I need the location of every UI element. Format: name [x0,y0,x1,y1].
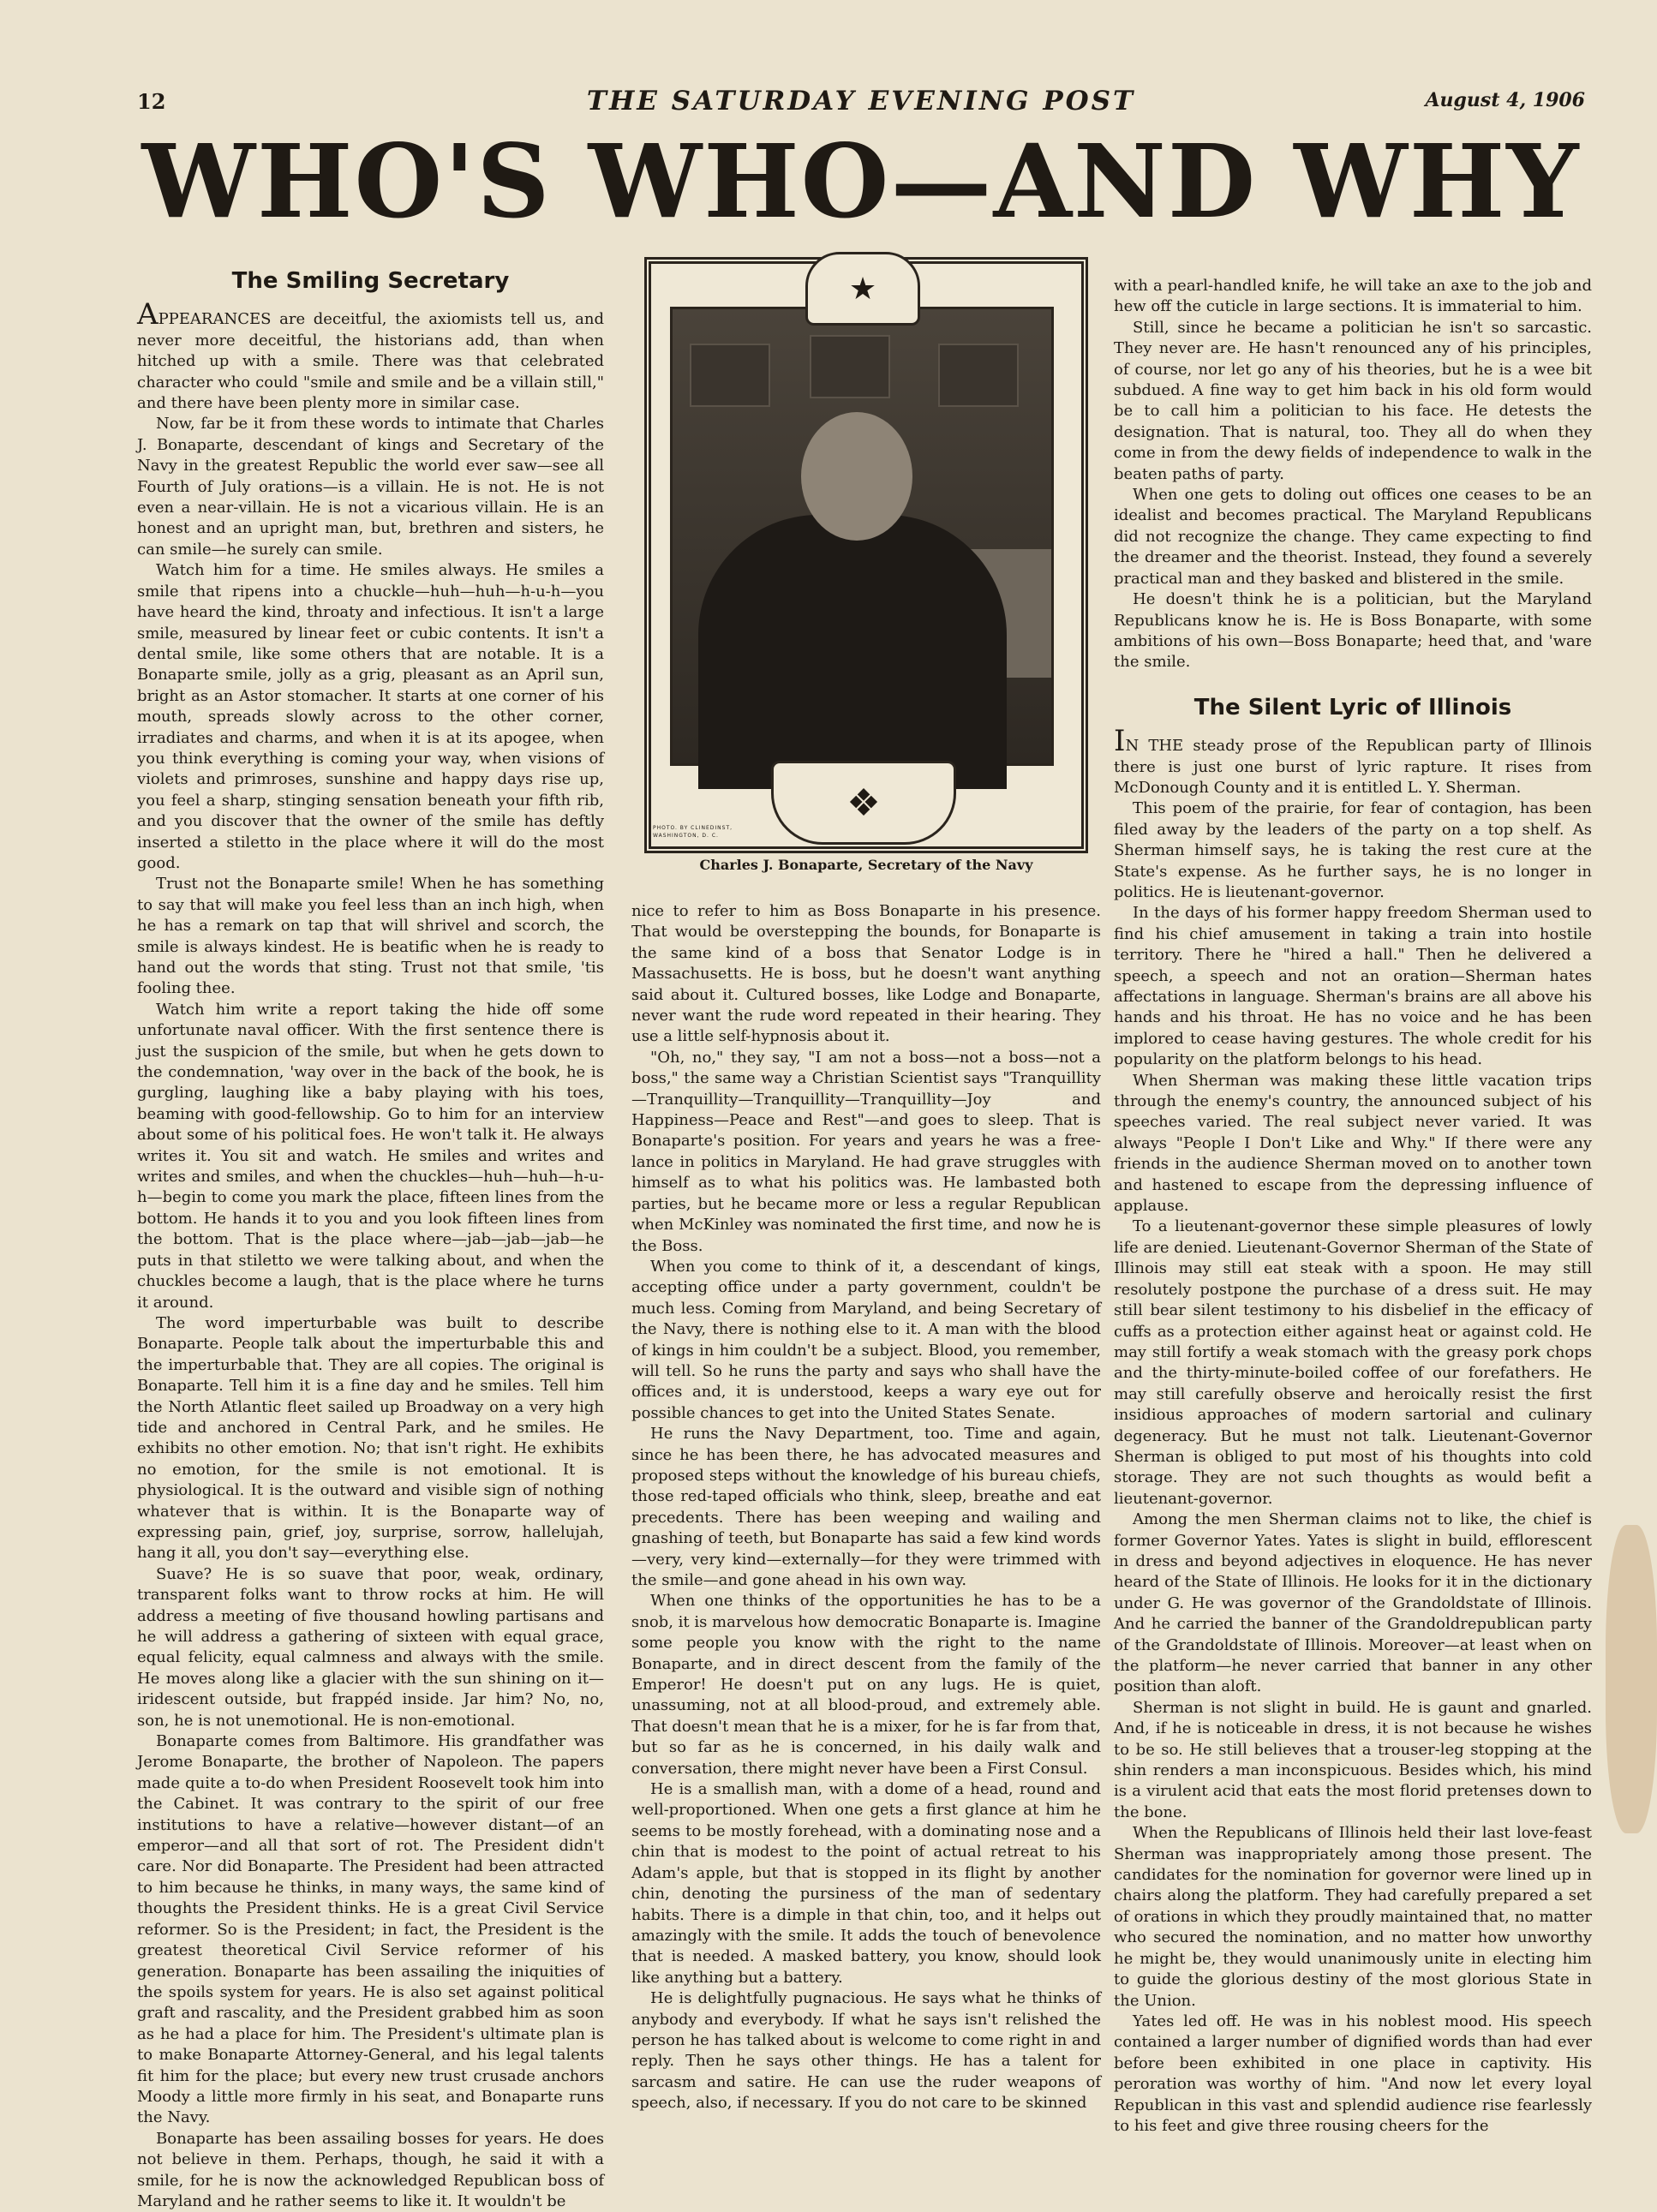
center-column [631,901,1102,2113]
shield-crest-icon: ★ [805,252,920,326]
lead-paragraph [137,297,604,414]
photo-background-window [938,344,1019,407]
paragraph: Among the men Sherman claims not to like, the chief is former Governor Yates. Yates is slight in build, efflorescent in dress and beyond adjectives in eloquence. He has never heard of the State of Illinois. He looks for it in the dictionary under G. He was governor of the Grandoldstate of Illinois. And he carried the banner of the Grandoldrepublican party of the Grandoldstate of Illinois. Moreover—at least when on the platform—he never carried that banner in any other position than aloft. [1114,1510,1592,1696]
headline: WHO'S WHO—AND WHY [141,122,1581,241]
paragraph: When you come to think of it, a descendant of kings, accepting office under a party government, couldn't be much less. Coming from Maryland, and being Secretary of the Navy, there is nothing else to it. A man with the blood of kings in him couldn't be a subject. Blood, you remember, will tell. So he runs the party and says who shall have the offices and, it is understood, keeps a wary eye out for possible chances to get into the United States Senate. [631,1257,1101,1422]
drop-cap: A [137,297,159,332]
page-number: 12 [137,89,166,114]
lead-paragraph [1114,726,1592,798]
portrait-caption: Charles J. Bonaparte, Secretary of the Navy [699,857,1033,873]
drop-cap: I [1114,724,1126,759]
paragraph: Sherman is not slight in build. He is gaunt and gnarled. And, if he is noticeable in dress, it is not because he wishes to be so. He still believes that a trouser-leg stopping at the shin renders a man inconspicuous. Besides which, his mind is a virulent acid that eats the most florid pretenses down to the bone. [1114,1698,1592,1821]
photo-background-window [810,335,890,398]
paragraph: with a pearl-handled knife, he will take an axe to the job and hew off the cuticle in large sections. It is immaterial to him. [1114,277,1592,316]
paragraph: When the Republicans of Illinois held their last love-feast Sherman was inappropriately among those present. The candidates for the nomination for governor were lined up in chairs along the platform. They had carefully prepared a set of orations in which they proudly maintained that, no matter who secured the nomination, and no matter how unworthy he might be, they would unanimously unite in electing him to guide the glorious destiny of the most glorious State in the Union. [1114,1824,1592,2010]
paragraph: Watch him write a report taking the hide off some unfortunate naval officer. With the first sentence there is just the suspicion of the smile, but when he gets down to the condemnation, 'way over in the back of the book, he is gurgling, laughing like a baby playing with his toes, beaming with good-fellowship. Go to him for an interview about some of his political foes. He won't talk it. He always writes it. You sit and watch. He smiles and writes and writes and smiles, and when the chuckles—huh—huh—h-u-h—begin to come you mark the place, fifteen lines from the bottom. He hands it to you and you look fifteen lines from the bottom. That is the place where—jab—jab—jab—he puts in that stiletto we were talking about, and when the chuckles become a laugh, that is the place where he turns it around. [137,1000,604,1312]
paragraph: When Sherman was making these little vacation trips through the enemy's country, the announced subject of his speeches varied. The real subject never varied. It was always "People I Don't Like and Why." If there were any friends in the audience Sherman moved on to another town and hastened to escape from the depressing influence of applause. [1114,1071,1592,1216]
paragraph: Bonaparte has been assailing bosses for years. He does not believe in them. Perhaps, though, he said it with a smile, for he is now the acknowledged Republican boss of Maryland and he rather seems to like it. It wouldn't be [137,2129,604,2210]
lead-text: are deceitful, the axiomists tell us, and never more deceitful, the historians add, than when hitched up with a smile. There was that celebrated character who could "smile and smile and be a villain still," and there have been plenty more in similar case. [137,310,604,413]
section-title-smiling-secretary: The Smiling Secretary [231,268,510,294]
paragraph: He is a smallish man, with a dome of a head, round and well-proportioned. When one gets a first glance at him he seems to be mostly forehead, with a dominating nose and a chin that is modest to the point of actual retreat to his Adam's apple, but that is stopped in its flight by another chin, denoting the pursiness of the man of sedentary habits. There is a dimple in that chin, too, and it helps out amazingly with the smile. It adds the touch of benevolence that is needed. A masked battery, you know, should look like anything but a battery. [631,1780,1101,1987]
lead-caps: PPEARANCES [158,310,272,329]
paragraph: Watch him for a time. He smiles always. He smiles a smile that ripens into a chuckle—huh—huh—h-u-h—you have heard the kind, throaty and infectious. It isn't a large smile, measured by linear feet or cubic contents. It isn't a dental smile, like some others that are notable. It is a Bonaparte smile, jolly as a grig, pleasant as an April sun, bright as an Astor stomacher. It starts at one corner of his mouth, spreads slowly across to the other corner, irradiates and charms, and when it is at its apogee, when you think everything is coming your way, when visions of violets and primroses, sunshine and happy days rise up, you feel a sharp, stinging sensation beneath your fifth rib, and you discover that the owner of the smile has deftly inserted a stiletto in the place where it will do the most good. [137,561,604,872]
paragraph: Trust not the Bonaparte smile! When he has something to say that will make you feel less than an inch high, when he has a remark on tap that will shrivel and scorch, the smile is always kindest. He is beatific when he is ready to hand out the words that sting. Trust not that smile, 'tis fooling thee. [137,875,604,998]
paragraph: Now, far be it from these words to intimate that Charles J. Bonaparte, descendant of kings and Secretary of the Navy in the greatest Republic the world ever saw—see all Fourth of July orations—is a villain. He is not. He is not even a near-villain. He is not a vicarious villain. He is an honest and an upright man, but, brethren and sisters, he can smile—he surely can smile. [137,415,604,559]
paragraph: This poem of the prairie, for fear of contagion, has been filed away by the leaders of the party on a top shelf. As Sherman himself says, he is taking the rest cure at the State's expense. As he further says, he is no longer in politics. He is lieutenant-governor. [1114,799,1592,901]
paragraph: When one thinks of the opportunities he has to be a snob, it is marvelous how democratic Bonaparte is. Imagine some people you know with the right to the name Bonaparte, and in direct descent from the family of the Emperor! He doesn't put on any lugs. He is quiet, unassuming, not at all blood-proud, and extremely able. That doesn't mean that he is a mixer, for he is far from that, but so far as he is concerned, in his daily walk and conversation, there might never have been a First Consul. [631,1592,1102,1778]
issue-date: August 4, 1906 [1425,89,1585,111]
paragraph: Bonaparte comes from Baltimore. His grandfather was Jerome Bonaparte, the brother of Napoleon. The papers made quite a to-do when President Roosevelt took him into the Cabinet. It was contrary to the spirit of our free institutions to have a relative—however distant—of an emperor—and all that sort of rot. The President didn't care. Nor did Bonaparte. The President had been attracted to him because he thinks, in many ways, the same kind of thoughts the President thinks. He is a great Civil Service reformer. So is the President; in fact, the President is the greatest theoretical Civil Service reformer of his generation. Bonaparte has been assailing the iniquities of the spoils system for years. He is also set against political graft and rascality, and the President grabbed him as soon as he had a place for him. The President's ultimate plan is to make Bonaparte Attorney-General, and his legal talents fit him for the place; but every new trust crusade anchors Moody a little more firmly in his seat, and Bonaparte runs the Navy. [137,1732,604,2127]
paragraph: nice to refer to him as Boss Bonaparte in his presence. That would be overstepping the bounds, for Bonaparte is the same kind of a boss that Senator Lodge is in Massachusetts. He is boss, but he doesn't want anything said about it. Cultured bosses, like Lodge and Bonaparte, never want the rude word repeated in their hearing. They use a little self-hypnosis about it. [631,902,1101,1046]
paragraph: Yates led off. He was in his noblest mood. His speech contained a larger number of dignified words than had ever before been exhibited in one place in captivity. His peroration was worthy of him. "And now let every loyal Republican in this vast and splendid audience rise fearlessly to his feet and give three rousing cheers for the [1114,2012,1592,2135]
right-column [1114,276,1592,2135]
page-stain [1606,1525,1657,1833]
photo-credit: PHOTO. BY CLINEDINST, WASHINGTON, D. C. [653,825,733,839]
photo-figure-head [801,412,912,541]
lead-text: steady prose of the Republican party of Illinois there is just one burst of lyric rapture. It rises from McDonough County and it is entitled L. Y. Sherman. [1114,737,1592,797]
eagle-crest-icon: ❖ [771,761,956,845]
left-column [137,267,604,2210]
lead-caps: N THE [1125,737,1184,756]
running-head [137,86,1585,120]
paragraph: Still, since he became a politician he isn't so sarcastic. They never are. He hasn't renounced any of his principles, of course, nor let go any of his theories, but he is a wee bit subdued. A fine way to get him back in his old form would be to call him a politician to his face. He detests the designation. That is natural, too. They all do when they come in from the dewy fields of independence to walk in the beaten paths of party. [1114,318,1592,483]
photo-background-window [690,344,770,407]
masthead: THE SATURDAY EVENING POST [586,86,1136,117]
paragraph: "Oh, no," they say, "I am not a boss—not a boss—not a boss," the same way a Christian Scientist says "Tranquillity—Tranquillity—Tranquillity—Tranquillity—Joy and Happiness—Peace and Rest"—and goes to sleep. That is Bonaparte's position. For years and years he was a free-lance in politics in Maryland. He had grave struggles with himself as to what his politics was. He lambasted both parties, but he became more or less a regular Republican when McKinley was nominated the first time, and now he is the Boss. [631,1048,1101,1255]
paragraph: He doesn't think he is a politician, but the Maryland Republicans know he is. He is Boss Bonaparte, with some ambitions of his own—Boss Bonaparte; heed that, and 'ware the smile. [1114,590,1592,672]
paragraph: The word imperturbable was built to describe Bonaparte. People talk about the imperturbable this and the imperturbable that. They are all copies. The original is Bonaparte. Tell him it is a fine day and he smiles. Tell him the North Atlantic fleet sailed up Broadway on a very high tide and anchored in Central Park, and he smiles. He exhibits no other emotion. No; that isn't right. He exhibits no emotion, for the smile is not emotional. It is physiological. It is the outward and visible sign of nothing whatever that is within. It is the Bonaparte way of expressing pain, grief, joy, surprise, sorrow, hallelujah, hang it all, you don't say—everything else. [137,1313,604,1563]
photo-figure-body [698,515,1007,789]
paragraph: In the days of his former happy freedom Sherman used to find his chief amusement in taking a train into hostile territory. There he "hired a hall." Then he delivered a speech, a speech and not an oration—Sherman hates affectations in language. Sherman's brains are all above his hands and his throat. He has no voice and he has been implored to cease having gestures. The whole credit for his popularity on the platform belongs to his head. [1114,904,1592,1069]
paragraph: Suave? He is so suave that poor, weak, ordinary, transparent folks want to throw rocks at him. He will address a meeting of five thousand howling partisans and he will address a gathering of sixteen with equal grace, equal felicity, equal calmness and always with the smile. He moves along like a glacier with the sun shining on it—iridescent outside, but frappéd inside. Jar him? No, no, son, he is not unemotional. He is non-emotional. [137,1564,604,1730]
paragraph: He is delightfully pugnacious. He says what he thinks of anybody and everybody. If what he says isn't relished the person he has talked about is welcome to come right in and reply. Then he says other things. He has a talent for sarcasm and satire. He can use the ruder weapons of speech, also, if necessary. If you do not care to be skinned [631,1989,1101,2113]
paragraph: To a lieutenant-governor these simple pleasures of lowly life are denied. Lieutenant-Governor Sherman of the State of Illinois may still eat steak with a spoon. He may still resolutely postpone the purchase of a dress suit. He may still bear silent testimony to his disbelief in the efficacy of cuffs as a protection either against heat or against cold. He may still fortify a weak stomach with the greasy pork chops and the thirty-minute-boiled coffee of our forefathers. He may still carefully observe and heroically resist the first insidious approaches of modern sartorial and culinary degeneracy. But he must not talk. Lieutenant-Governor Sherman is obliged to put most of his thoughts into cold storage. They are not such thoughts as would befit a lieutenant-governor. [1114,1217,1592,1508]
paragraph: He runs the Navy Department, too. Time and again, since he has been there, he has advocated measures and proposed steps without the knowledge of his bureau chiefs, those red-taped officials who think, sleep, breathe and eat precedents. There has been weeping and wailing and gnashing of teeth, but Bonaparte has said a few kind words—very, very kind—externally—for they were trimmed with the smile—and gone ahead in his own way. [631,1425,1101,1589]
paragraph: When one gets to doling out offices one ceases to be an idealist and becomes practical. The Maryland Republicans did not recognize the change. They came expecting to find the dreamer and the theorist. Instead, they found a severely practical man and they basked and blistered in the smile. [1114,486,1592,588]
portrait-photo [670,307,1054,766]
section-title-silent-lyric: The Silent Lyric of Illinois [1193,694,1512,720]
